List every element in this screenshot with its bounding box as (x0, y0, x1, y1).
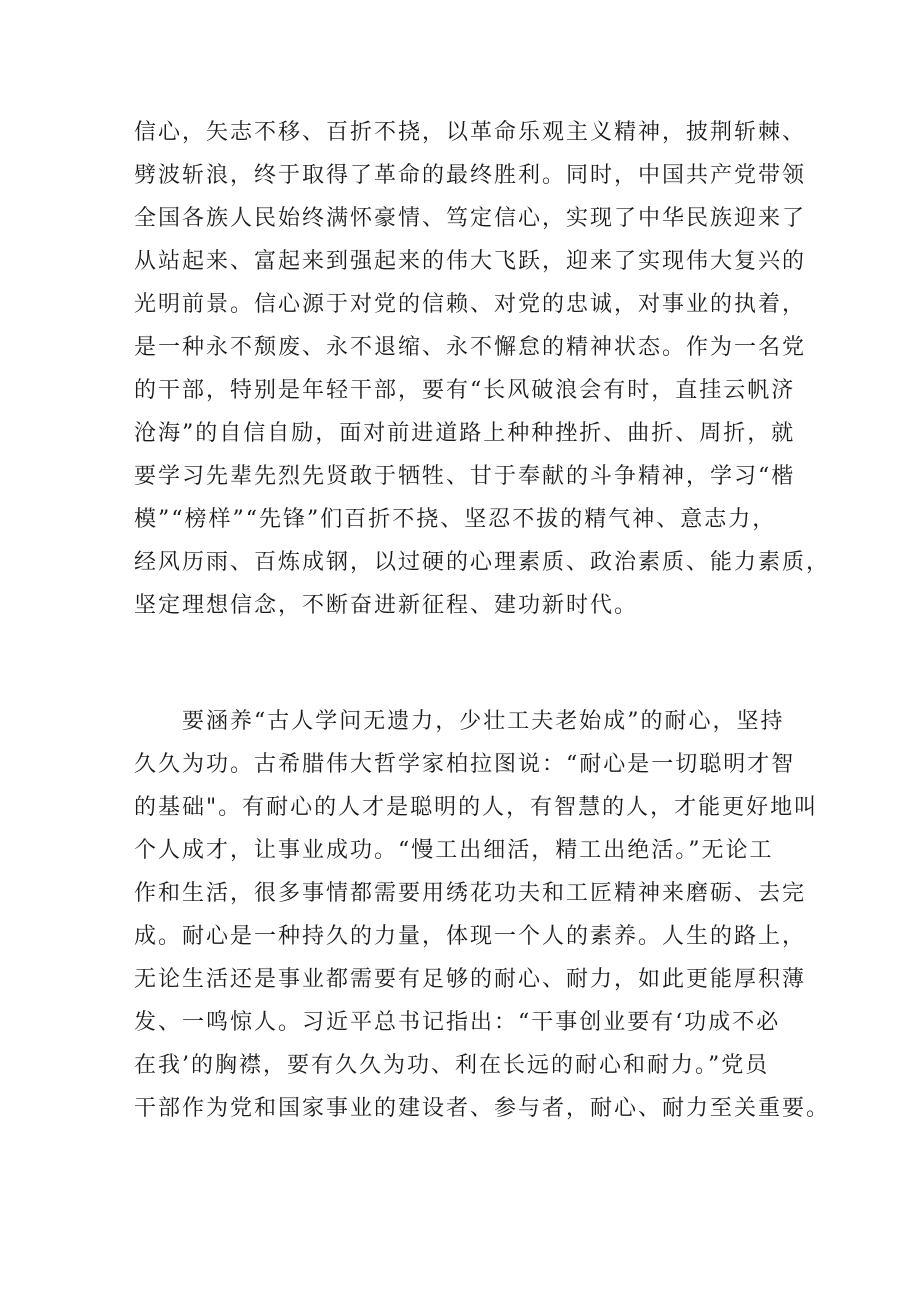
text-line: 经风历雨、百炼成钢，以过硬的心理素质、政治素质、能力素质， (134, 550, 831, 575)
text-line: 作和生活，很多事情都需要用绣花功夫和工匠精神来磨砺、去完 (134, 881, 807, 906)
text-line: 光明前景。信心源于对党的信赖、对党的忠诚，对事业的执着， (134, 292, 807, 317)
text-line: 信心，矢志不移、百折不挠，以革命乐观主义精神，披荆斩棘、 (134, 120, 807, 145)
text-line: 无论生活还是事业都需要有足够的耐心、耐力，如此更能厚积薄 (134, 967, 807, 992)
text-line: 在我’的胸襟，要有久久为功、利在长远的耐心和耐力。”党员 (134, 1053, 770, 1078)
text-line: 个人成才，让事业成功。“慢工出细活，精工出绝活。”无论工 (134, 838, 774, 863)
text-line: 成。耐心是一种持久的力量，体现一个人的素养。人生的路上， (134, 924, 807, 949)
text-line: 沧海”的自信自励，面对前进道路上种种挫折、曲折、周折，就 (134, 421, 796, 446)
text-line: 全国各族人民始终满怀豪情、笃定信心，实现了中华民族迎来了 (134, 206, 807, 231)
text-line: 从站起来、富起来到强起来的伟大飞跃，迎来了实现伟大复兴的 (134, 249, 807, 274)
text-line: 发、一鸣惊人。习近平总书记指出：“干事创业要有‘功成不必 (134, 1010, 781, 1035)
text-line: 劈波斩浪，终于取得了革命的最终胜利。同时，中国共产党带领 (134, 163, 807, 188)
text-line: 的基础"。有耐心的人才是聪明的人，有智慧的人，才能更好地叫 (134, 795, 819, 820)
text-line: 要涵养“古人学问无遗力，少壮工夫老始成”的耐心，坚持 (182, 709, 785, 734)
text-line: 模”“榜样”“先锋”们百折不挠、坚忍不拔的精气神、意志力， (134, 507, 777, 532)
text-line: 的干部，特别是年轻干部，要有“长风破浪会有时，直挂云帆济 (134, 378, 796, 403)
text-line: 干部作为党和国家事业的建设者、参与者，耐心、耐力至关重要。 (134, 1096, 831, 1121)
text-line: 是一种永不颓废、永不退缩、永不懈怠的精神状态。作为一名党 (134, 335, 807, 360)
text-line: 要学习先辈先烈先贤敢于牺牲、甘于奉献的斗争精神，学习“楷 (134, 464, 796, 489)
paragraph-2 (134, 700, 831, 1130)
text-line: 久久为功。古希腊伟大哲学家柏拉图说：“耐心是一切聪明才智 (134, 752, 796, 777)
paragraph-1 (134, 111, 831, 627)
text-line: 坚定理想信念，不断奋进新征程、建功新时代。 (134, 593, 639, 618)
